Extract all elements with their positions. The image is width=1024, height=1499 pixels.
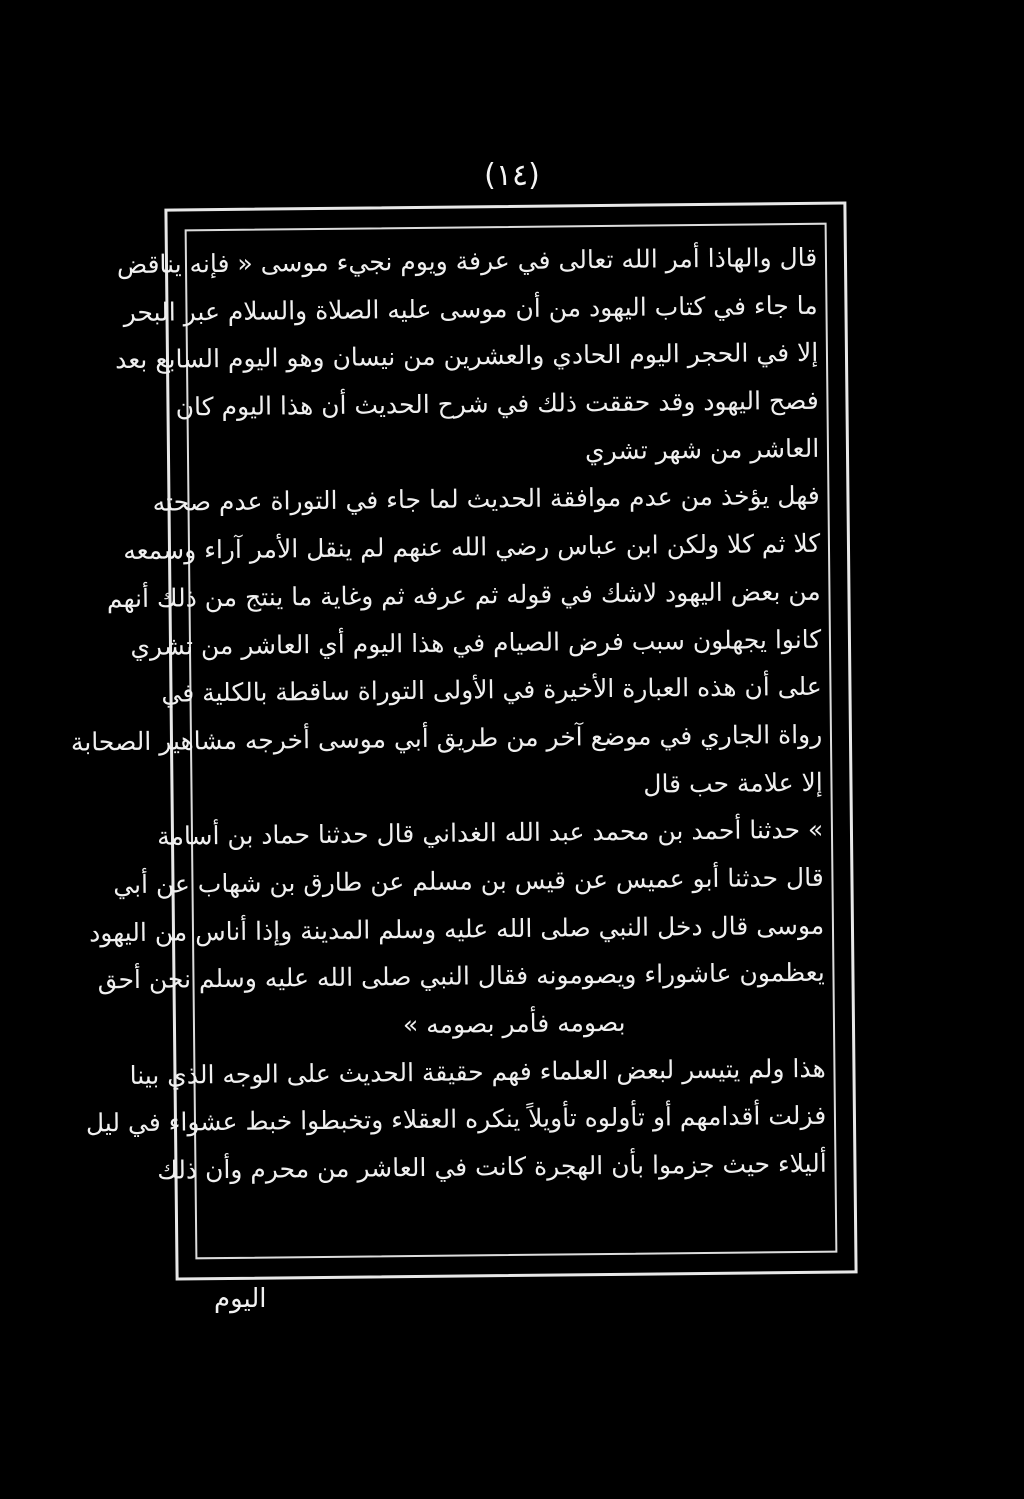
catchword: اليوم <box>214 1284 267 1314</box>
text-line: إلا علامة حب قال <box>643 767 823 799</box>
text-line: على أن هذه العبارة الأخيرة في الأولى التوراة ساقطة بالكلية في <box>161 671 822 708</box>
text-line: بصومه فأمر بصومه » <box>402 1007 626 1040</box>
text-line: كانوا يجهلون سبب فرض الصيام في هذا اليوم أي العاشر من تشري <box>130 624 822 661</box>
text-line: ما جاء في كتاب اليهود من أن موسى عليه الصلاة والسلام عبر البحر <box>123 290 818 327</box>
text-line: من بعض اليهود لاشك في قوله ثم عرفه ثم وغاية ما ينتج من ذلك أنهم <box>106 576 821 614</box>
text-line: هذا ولم يتيسر لبعض العلماء فهم حقيقة الحديث على الوجه الذي بينا <box>129 1053 826 1090</box>
text-line: أليلاء حيث جزموا بأن الهجرة كانت في العاشر من محرم وأن ذلك <box>157 1148 827 1185</box>
text-line: فزلت أقدامهم أو تأولوه تأويلاً ينكره العقلاء وتخبطوا خبط عشواء في ليل <box>85 1101 827 1138</box>
text-line: العاشر من شهر تشري <box>584 433 820 465</box>
text-line: يعظمون عاشوراء ويصومونه فقال النبي صلى الله عليه وسلم نحن أحق <box>97 958 825 995</box>
text-line: فهل يؤخذ من عدم موافقة الحديث لما جاء في التوراة عدم صحته <box>152 481 820 518</box>
body-text <box>70 235 827 1195</box>
text-line: إلا في الحجر اليوم الحادي والعشرين من نيسان وهو اليوم السابع بعد <box>115 338 819 375</box>
text-line: قال والهاذا أمر الله تعالى في عرفة ويوم نجيء موسى « فإنه يناقض <box>116 242 818 280</box>
text-line: فصح اليهود وقد حققت ذلك في شرح الحديث أن هذا اليوم كان <box>175 385 819 422</box>
page-number: (١٤) <box>484 158 540 193</box>
text-line: موسى قال دخل النبي صلى الله عليه وسلم المدينة وإذا أناس من اليهود <box>88 910 825 948</box>
text-line: قال حدثنا أبو عميس عن قيس بن مسلم عن طارق بن شهاب عن أبي <box>113 862 824 900</box>
text-line: كلا ثم كلا ولكن ابن عباس رضي الله عنهم لم ينقل الأمر آراء وسمعه <box>123 528 821 566</box>
text-line: رواة الجاري في موضع آخر من طريق أبي موسى أخرجه مشاهير الصحابة <box>70 719 823 757</box>
text-line: » حدثنا أحمد بن محمد عبد الله الغداني قال حدثنا حماد بن أسامة <box>156 814 824 851</box>
